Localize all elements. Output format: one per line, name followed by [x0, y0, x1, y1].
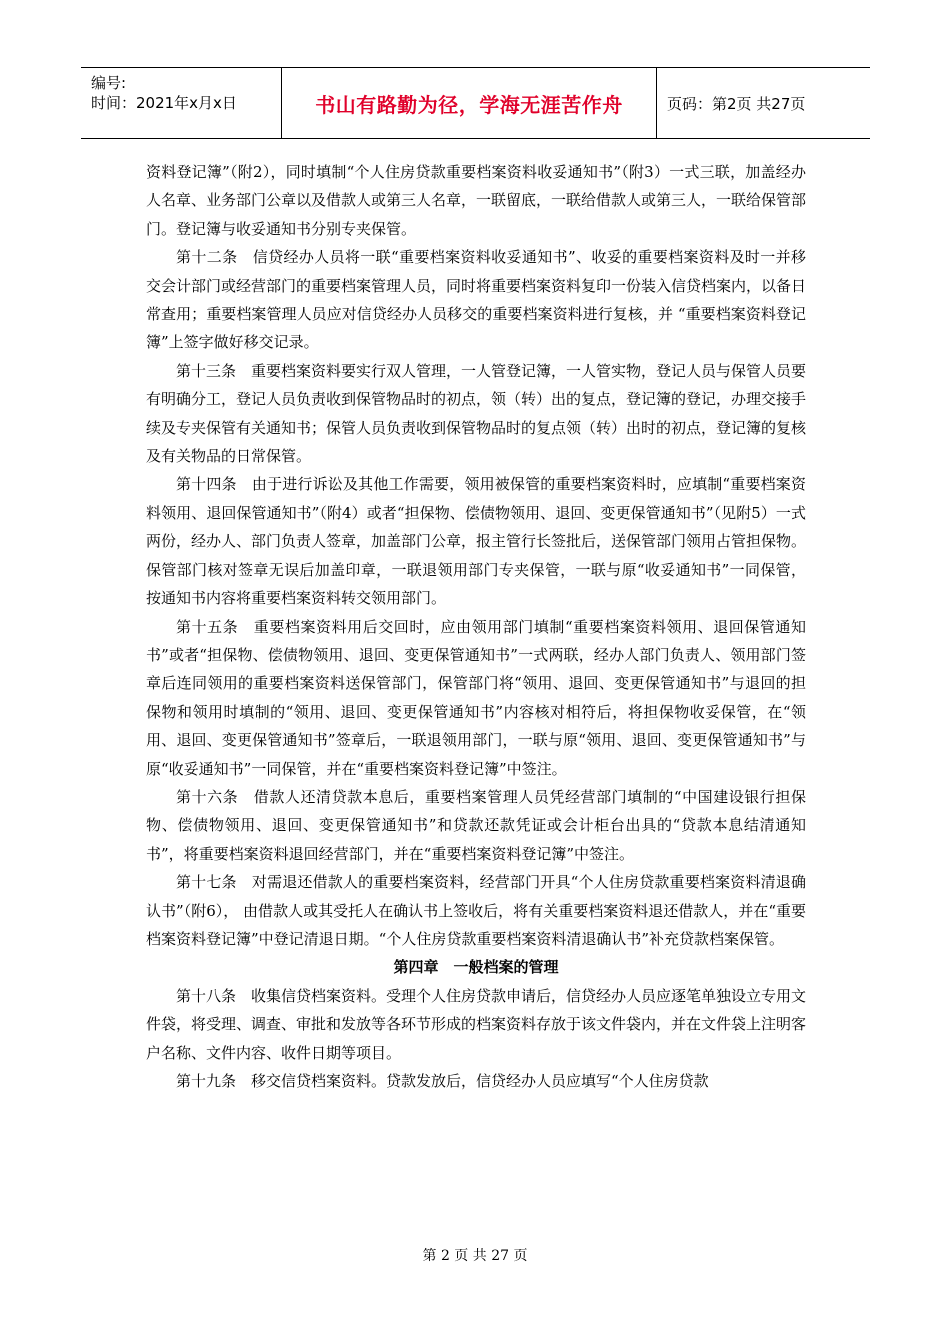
article-17: 第十七条 对需退还借款人的重要档案资料，经营部门开具“个人住房贷款重要档案资料清退确认书”（附6）， 由借款人或其受托人在确认书上签收后，将有关重要档案资料退还借款人，并在“重要档案资料登记簿”中登记清退日期。“个人住房贷款重要档案资料清退确认书”补充贷款档案保管。 [146, 873, 806, 948]
article-15: 第十五条 重要档案资料用后交回时，应由领用部门填制“重要档案资料领用、退回保管通知书”或者“担保物、偿债物领用、退回、变更保管通知书”一式两联，经办人部门负责人、领用部门签章后连同领用的重要档案资料送保管部门，保管部门将“领用、退回、变更保管通知书”与退回的担保物和领用时填制的“领用、退回、变更保管通知书”内容核对相符后，将担保物收妥保管，在“领用、退回、变更保管通知书”签章后，一联退领用部门，一联与原“领用、退回、变更保管通知书”与原“收妥通知书”一同保管，并在“重要档案资料登记簿”中签注。 [146, 617, 806, 778]
article-14: 第十四条 由于进行诉讼及其他工作需要，领用被保管的重要档案资料时，应填制“重要档案资料领用、退回保管通知书”（附4）或者“担保物、偿债物领用、退回、变更保管通知书”（见附5）一式两份，经办人、部门负责人签章，加盖部门公章，报主管行长签批后，送保管部门领用占管担保物。保管部门核对签章无误后加盖印章，一联退领用部门专夹保管，一联与原“收妥通知书”一同保管，按通知书内容将重要档案资料转交领用部门。 [146, 475, 807, 608]
article-19: 第十九条 移交信贷档案资料。贷款发放后，信贷经办人员应填写“个人住房贷款 [176, 1072, 709, 1090]
paragraph-continuation: 资料登记簿”（附2），同时填制“个人住房贷款重要档案资料收妥通知书”（附3）一式三联，加盖经办人名章、业务部门公章以及借款人或第三人名章，一联留底，一联给借款人或第三人，一联给保管部门。登记簿与收妥通知书分别专夹保管。 [146, 163, 807, 238]
article-13: 第十三条 重要档案资料要实行双人管理，一人管登记簿，一人管实物，登记人员与保管人员要有明确分工，登记人员负责收到保管物品时的初点，领（转）出的复点，登记簿的登记，办理交接手续及专夹保管有关通知书；保管人员负责收到保管物品时的复点领（转）出时的初点，登记簿的复核及有关物品的日常保管。 [146, 361, 807, 466]
header-meta [81, 68, 282, 138]
page-header [81, 67, 870, 139]
doc-time-label: 时间：2021年x月x日 [91, 94, 237, 112]
article-16: 第十六条 借款人还清贷款本息后，重要档案管理人员凭经营部门填制的“中国建设银行担保物、偿债物领用、退回、变更保管通知书”和贷款还款凭证或会计柜台出具的“贷款本息结清通知书”，将重要档案资料退回经营部门，并在“重要档案资料登记簿”中签注。 [146, 787, 806, 863]
chapter-heading: 第四章 一般档案的管理 [393, 958, 559, 977]
article-18: 第十八条 收集信贷档案资料。受理个人住房贷款申请后，信贷经办人员应逐笔单独设立专用文件袋，将受理、调查、审批和发放等各环节形成的档案资料存放于该文件袋内，并在文件袋上注明客户名称、文件内容、收件日期等项目。 [146, 986, 807, 1062]
header-motto: 书山有路勤为径，学海无涯苦作舟 [282, 68, 657, 138]
page-footer: 第 2 页 共 27 页 [422, 1248, 528, 1264]
header-page-label: 页码：第2页 共27页 [667, 94, 806, 113]
article-12: 第十二条 信贷经办人员将一联“重要档案资料收妥通知书”、收妥的重要档案资料及时一并移交会计部门或经营部门的重要档案管理人员，同时将重要档案资料复印一份装入信贷档案内，以备日常查用；重要档案管理人员应对信贷经办人员移交的重要档案资料进行复核，并 “重要档案资料登记簿”上签字做好移交记录。 [146, 248, 807, 352]
document-body [146, 158, 806, 1095]
doc-number-label: 编号: [91, 74, 127, 92]
